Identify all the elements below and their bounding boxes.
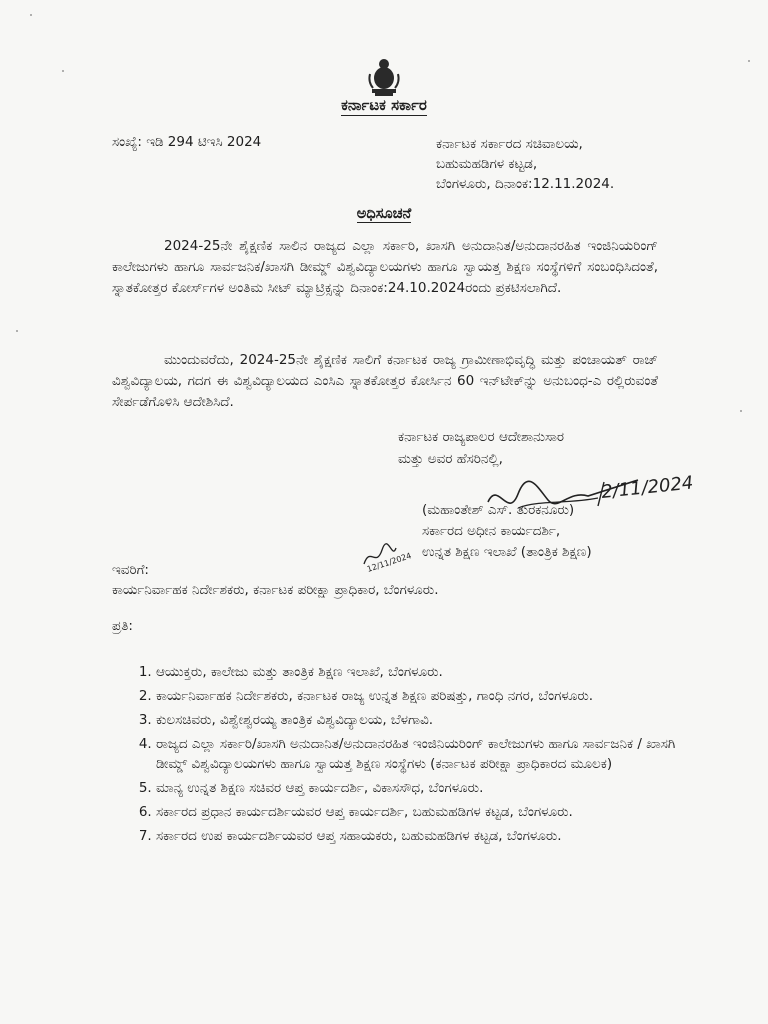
handwritten-initial <box>360 540 416 574</box>
body-paragraph: 2024-25ನೇ ಶೈಕ್ಷಣಿಕ ಸಾಲಿನ ರಾಜ್ಯದ ಎಲ್ಲಾ ಸರ್ಕಾರಿ, ಖಾಸಗಿ ಅನುದಾನಿತ/ಅನುದಾನರಹಿತ ಇಂಜಿನಿಯರಿಂಗ್ ಕಾಲೇಜುಗಳು ಹಾಗೂ ಸಾರ್ವಜನಿಕ/ಖಾಸಗಿ ಡೀಮ್ಡ್ ವಿಶ್ವವಿದ್ಯಾಲಯಗಳು ಹಾಗೂ ಸ್ವಾಯತ್ತ ಶಿಕ್ಷಣ ಸಂಸ್ಥೆಗಳಿಗೆ ಸಂಬಂಧಿಸಿದಂತೆ, ಸ್ನಾತಕೋತ್ತರ ಕೋರ್ಸ್‌ಗಳ ಅಂತಿಮ ಸೀಟ್ ಮ್ಯಾಟ್ರಿಕ್ಸನ್ನು ದಿನಾಂಕ:24.10.2024ರಂದು ಪ್ರಕಟಿಸಲಾಗಿದೆ. <box>112 238 658 296</box>
initial-date: 12/11/2024 <box>365 551 413 574</box>
scan-speck <box>16 330 18 332</box>
signature-date: 2/11/2024 <box>600 472 695 503</box>
list-item: 5. ಮಾನ್ಯ ಉನ್ನತ ಶಿಕ್ಷಣ ಸಚಿವರ ಆಪ್ತ ಕಾರ್ಯದರ್ಶಿ, ವಿಕಾಸಸೌಧ, ಬೆಂಗಳೂರು. <box>156 778 696 798</box>
government-title: ಕರ್ನಾಟಕ ಸರ್ಕಾರ <box>341 96 427 114</box>
office-address <box>436 134 614 194</box>
copy-to-label: ಪ್ರತಿ: <box>112 618 133 634</box>
reference-number: ಸಂಖ್ಯೆ: ಇಡಿ 294 ಟಿಇಸಿ 2024 <box>112 134 262 150</box>
recipient-label: ಇವರಿಗೆ: <box>112 562 149 578</box>
scan-speck <box>748 60 750 62</box>
address-line: ಕರ್ನಾಟಕ ಸರ್ಕಾರದ ಸಚಿವಾಲಯ, <box>436 136 583 152</box>
signatory-block <box>422 500 592 563</box>
body-paragraph: ಮುಂದುವರೆದು, 2024-25ನೇ ಶೈಕ್ಷಣಿಕ ಸಾಲಿಗೆ ಕರ್ನಾಟಕ ರಾಜ್ಯ ಗ್ರಾಮೀಣಾಭಿವೃದ್ಧಿ ಮತ್ತು ಪಂಚಾಯತ್ ರಾಜ್ ವಿಶ್ವವಿದ್ಯಾಲಯ, ಗದಗ ಈ ವಿಶ್ವವಿದ್ಯಾಲಯದ ಎಂಸಿಎ ಸ್ನಾತಕೋತ್ತರ ಕೋರ್ಸಿನ 60 ಇನ್‌ಟೇಕ್‌ನ್ನು ಅನುಬಂಧ-ಎ ರಲ್ಲಿರುವಂತೆ ಸೇರ್ಪಡೆಗೊಳಿಸಿ ಆದೇಶಿಸಿದೆ. <box>112 352 658 410</box>
notification-title: ಅಧಿಸೂಚನೆ <box>356 206 412 222</box>
signatory-name: (ಮಹಾಂತೇಶ್ ಎಸ್. ತುರಕನೂರು) <box>422 502 575 518</box>
scan-speck <box>30 14 32 16</box>
scan-speck <box>62 70 64 72</box>
copy-to-list <box>130 662 696 850</box>
order-line: ಮತ್ತು ಅವರ ಹೆಸರಿನಲ್ಲಿ, <box>398 451 503 467</box>
list-item: 4. ರಾಜ್ಯದ ಎಲ್ಲಾ ಸರ್ಕಾರಿ/ಖಾಸಗಿ ಅನುದಾನಿತ/ಅನುದಾನರಹಿತ ಇಂಜಿನಿಯರಿಂಗ್ ಕಾಲೇಜುಗಳು ಹಾಗೂ ಸಾರ್ವಜನಿಕ / ಖಾಸಗಿ ಡೀಮ್ಡ್ ವಿಶ್ವವಿದ್ಯಾಲಯಗಳು ಹಾಗೂ ಸ್ವಾಯತ್ತ ಶಿಕ್ಷಣ ಸಂಸ್ಥೆಗಳು (ಕರ್ನಾಟಕ ಪರೀಕ್ಷಾ ಪ್ರಾಧಿಕಾರದ ಮೂಲಕ) <box>156 734 696 774</box>
signatory-designation: ಸರ್ಕಾರದ ಅಧೀನ ಕಾರ್ಯದರ್ಶಿ, <box>422 523 561 539</box>
address-line: ಬೆಂಗಳೂರು, ದಿನಾಂಕ:12.11.2024. <box>436 176 615 192</box>
list-item: 1. ಆಯುಕ್ತರು, ಕಾಲೇಜು ಮತ್ತು ತಾಂತ್ರಿಕ ಶಿಕ್ಷಣ ಇಲಾಖೆ, ಬೆಂಗಳೂರು. <box>156 662 696 682</box>
scan-speck <box>740 410 742 412</box>
state-emblem-icon <box>366 56 402 98</box>
list-item: 3. ಕುಲಸಚಿವರು, ವಿಶ್ವೇಶ್ವರಯ್ಯ ತಾಂತ್ರಿಕ ವಿಶ್ವವಿದ್ಯಾಲಯ, ಬೆಳಗಾವಿ. <box>156 710 696 730</box>
list-item: 2. ಕಾರ್ಯನಿರ್ವಾಹಕ ನಿರ್ದೇಶಕರು, ಕರ್ನಾಟಕ ರಾಜ್ಯ ಉನ್ನತ ಶಿಕ್ಷಣ ಪರಿಷತ್ತು, ಗಾಂಧಿ ನಗರ, ಬೆಂಗಳೂರು. <box>156 686 696 706</box>
order-line: ಕರ್ನಾಟಕ ರಾಜ್ಯಪಾಲರ ಆದೇಶಾನುಸಾರ <box>398 429 565 445</box>
list-item: 6. ಸರ್ಕಾರದ ಪ್ರಧಾನ ಕಾರ್ಯದರ್ಶಿಯವರ ಆಪ್ತ ಕಾರ್ಯದರ್ಶಿ, ಬಹುಮಹಡಿಗಳ ಕಟ್ಟಡ, ಬೆಂಗಳೂರು. <box>156 802 696 822</box>
recipient-value: ಕಾರ್ಯನಿರ್ವಾಹಕ ನಿರ್ದೇಶಕರು, ಕರ್ನಾಟಕ ಪರೀಕ್ಷಾ ಪ್ರಾಧಿಕಾರ, ಬೆಂಗಳೂರು. <box>112 582 439 598</box>
list-item: 7. ಸರ್ಕಾರದ ಉಪ ಕಾರ್ಯದರ್ಶಿಯವರ ಆಪ್ತ ಸಹಾಯಕರು, ಬಹುಮಹಡಿಗಳ ಕಟ್ಟಡ, ಬೆಂಗಳೂರು. <box>156 826 696 846</box>
address-line: ಬಹುಮಹಡಿಗಳ ಕಟ್ಟಡ, <box>436 156 538 172</box>
signatory-department: ಉನ್ನತ ಶಿಕ್ಷಣ ಇಲಾಖೆ (ತಾಂತ್ರಿಕ ಶಿಕ್ಷಣ) <box>422 544 592 560</box>
